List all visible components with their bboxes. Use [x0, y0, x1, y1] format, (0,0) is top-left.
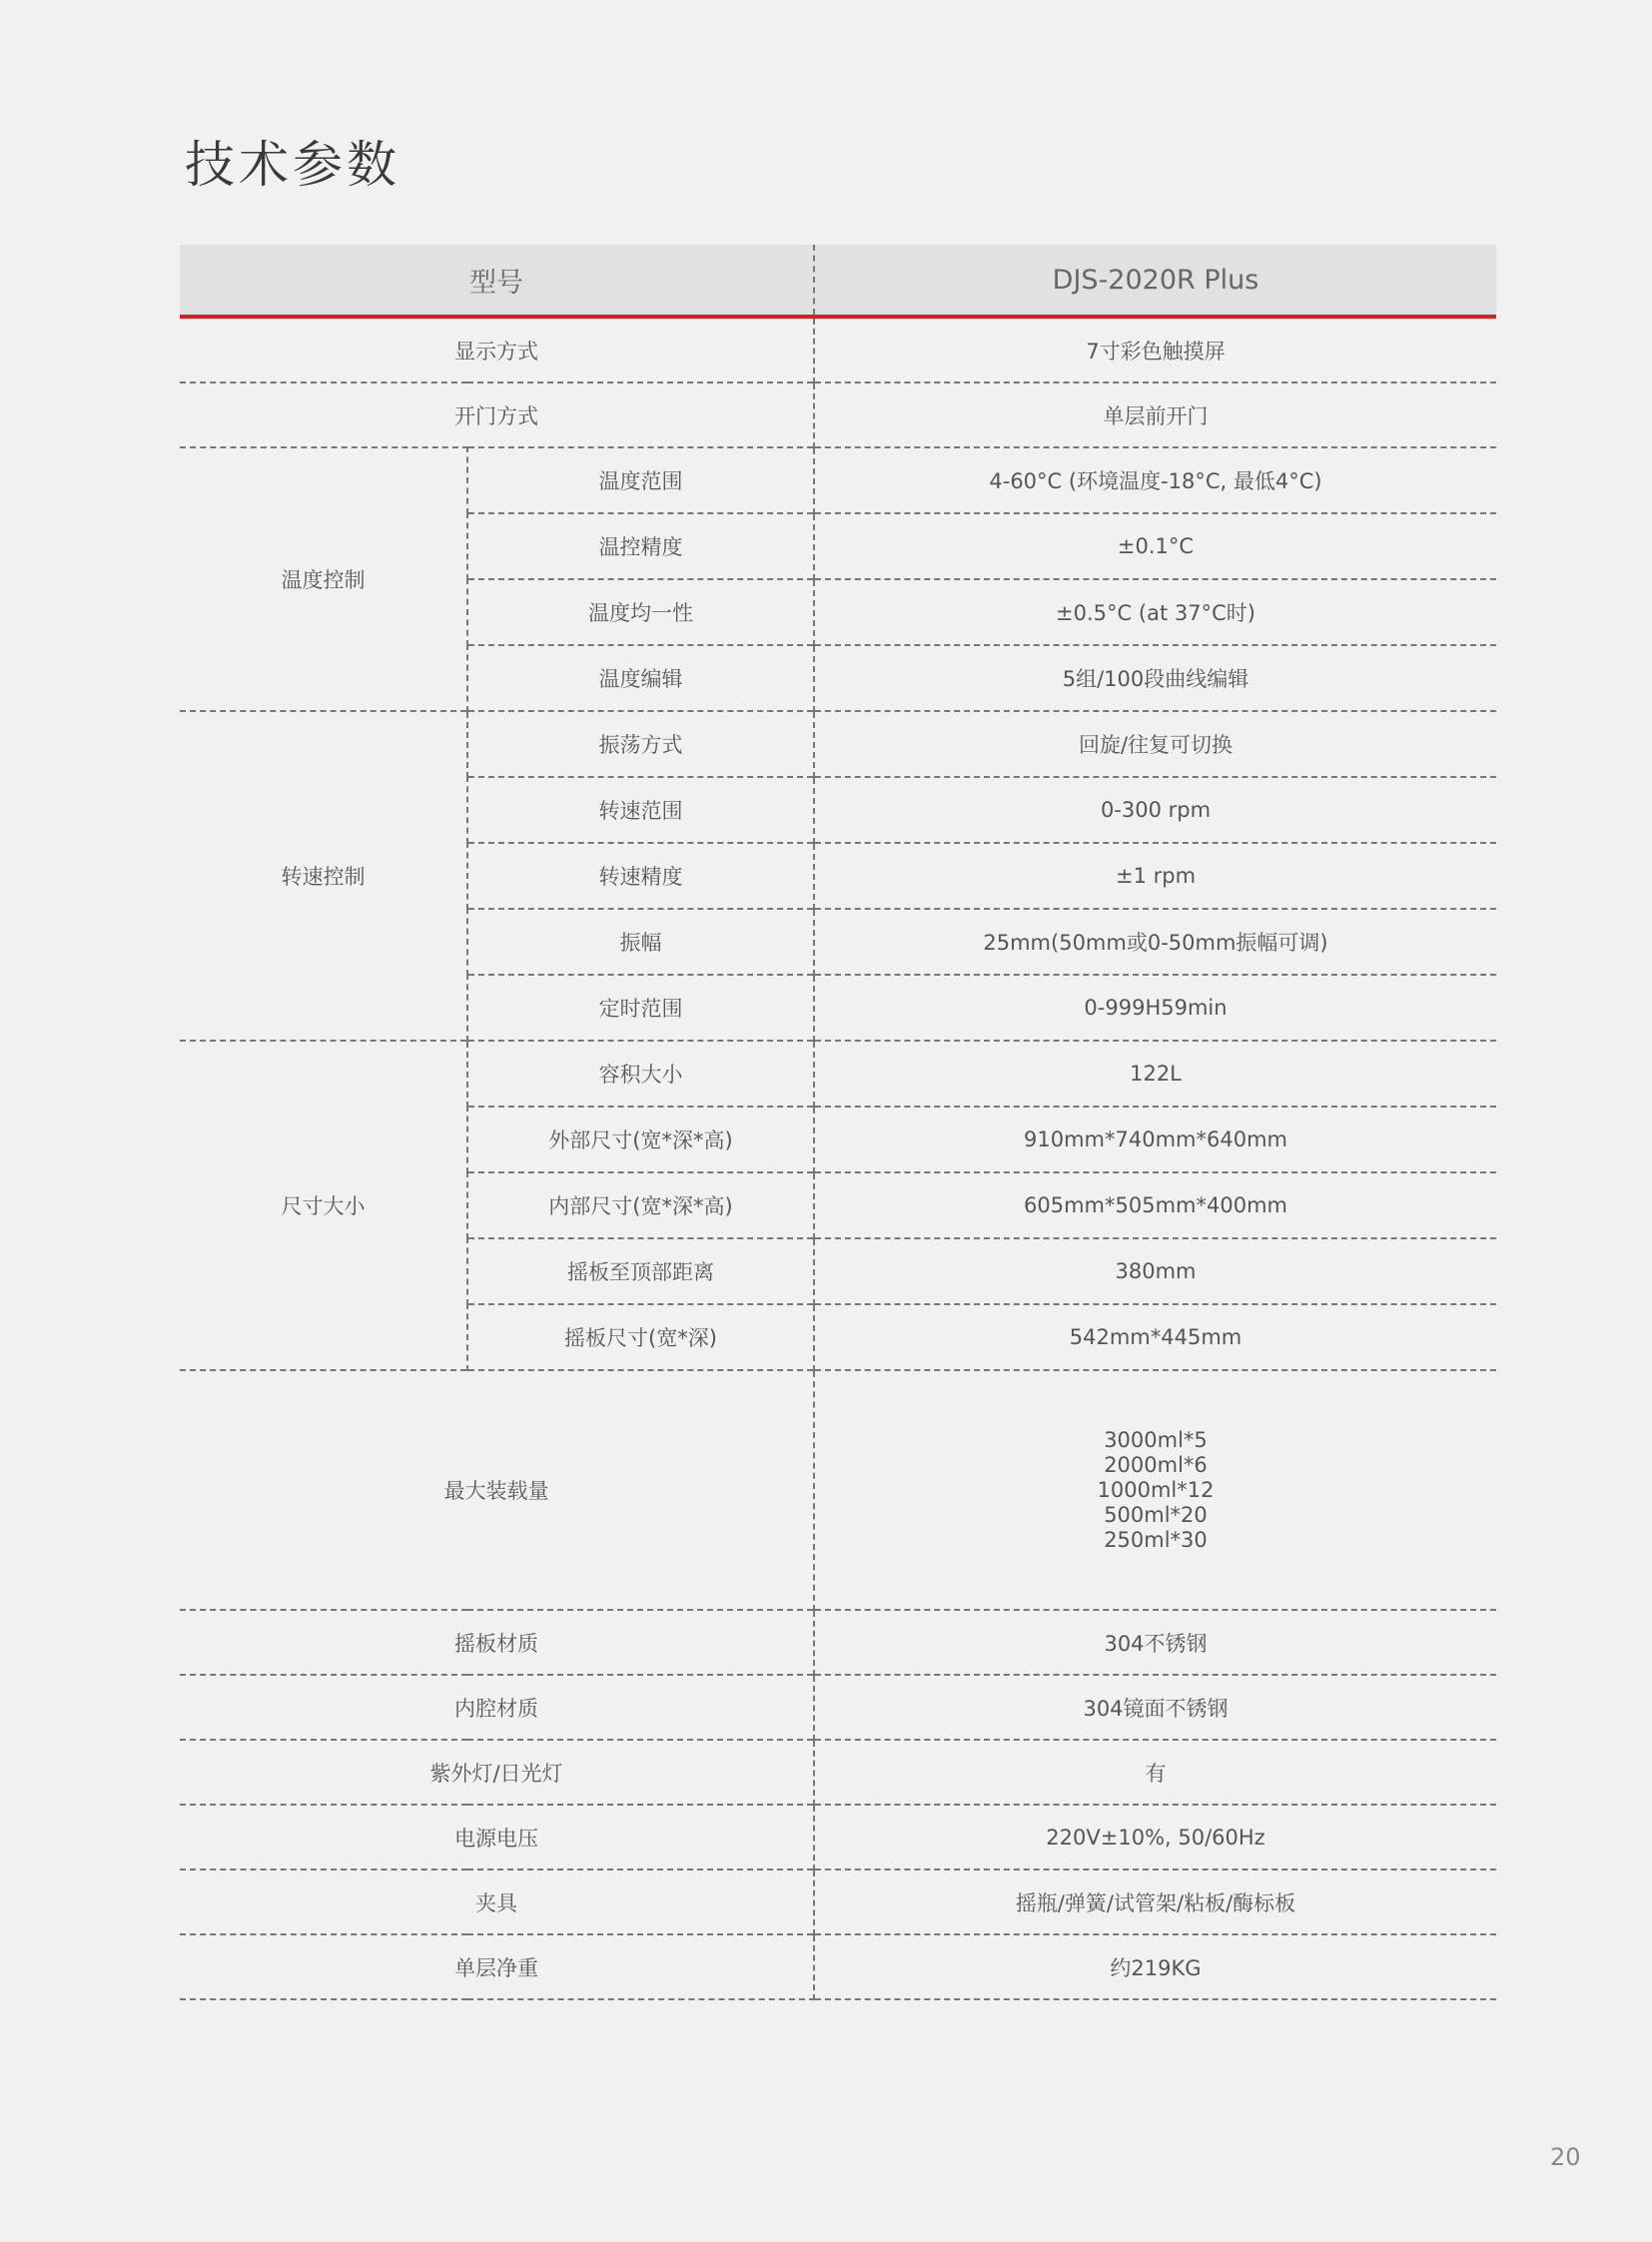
row-value: 304镜面不锈钢: [814, 1675, 1496, 1740]
group-label: 尺寸大小: [180, 1041, 467, 1370]
row-value: 0-999H59min: [814, 975, 1496, 1041]
sub-label: 内部尺寸(宽*深*高): [467, 1172, 814, 1238]
sub-label: 温度范围: [467, 447, 814, 513]
row-value: 4-60°C (环境温度-18°C, 最低4°C): [814, 447, 1496, 513]
row-value: 7寸彩色触摸屏: [814, 317, 1496, 382]
max-load-value: 2000ml*6: [1104, 1452, 1208, 1477]
spec-table: [180, 245, 1496, 2000]
table-row: [180, 1805, 1496, 1869]
row-label: 开门方式: [180, 382, 814, 447]
sub-label: 振幅: [467, 909, 814, 975]
row-value: 304不锈钢: [814, 1610, 1496, 1675]
table-row: [180, 1934, 1496, 1999]
row-value: ±0.5°C (at 37°C时): [814, 579, 1496, 645]
row-value: 542mm*445mm: [814, 1304, 1496, 1370]
table-row: [180, 1675, 1496, 1740]
table-row: [180, 1610, 1496, 1675]
row-label: 内腔材质: [180, 1675, 814, 1740]
table-row: [180, 317, 1496, 382]
row-value: 5组/100段曲线编辑: [814, 645, 1496, 711]
row-label: 夹具: [180, 1869, 814, 1934]
row-value: 380mm: [814, 1238, 1496, 1304]
row-value: 220V±10%, 50/60Hz: [814, 1805, 1496, 1869]
max-load-values: [814, 1370, 1496, 1610]
sub-label: 温控精度: [467, 513, 814, 579]
row-value: ±1 rpm: [814, 843, 1496, 909]
sub-label: 容积大小: [467, 1041, 814, 1107]
sub-label: 摇板至顶部距离: [467, 1238, 814, 1304]
row-value: 25mm(50mm或0-50mm振幅可调): [814, 909, 1496, 975]
sub-label: 转速范围: [467, 777, 814, 843]
table-row: [180, 1041, 1496, 1107]
row-value: 约219KG: [814, 1934, 1496, 1999]
table-row: [180, 1740, 1496, 1805]
table-row: [180, 382, 1496, 447]
sub-label: 振荡方式: [467, 711, 814, 777]
sub-label: 摇板尺寸(宽*深): [467, 1304, 814, 1370]
page-title: 技术参数: [185, 136, 401, 194]
row-value: 0-300 rpm: [814, 777, 1496, 843]
header-model: DJS-2020R Plus: [814, 245, 1496, 317]
row-label: 摇板材质: [180, 1610, 814, 1675]
sub-label: 转速精度: [467, 843, 814, 909]
sub-label: 温度均一性: [467, 579, 814, 645]
header-label: 型号: [180, 245, 814, 317]
max-load-value: 250ml*30: [1104, 1527, 1208, 1552]
table-row: [180, 711, 1496, 777]
max-load-value: 1000ml*12: [1097, 1477, 1215, 1502]
row-value: 回旋/往复可切换: [814, 711, 1496, 777]
row-value: 单层前开门: [814, 382, 1496, 447]
row-value: 605mm*505mm*400mm: [814, 1172, 1496, 1238]
sub-label: 定时范围: [467, 975, 814, 1041]
row-value: 122L: [814, 1041, 1496, 1107]
row-label: 单层净重: [180, 1934, 814, 1999]
group-label: 温度控制: [180, 447, 467, 711]
table-row: [180, 1869, 1496, 1934]
max-load-value: 3000ml*5: [1104, 1427, 1208, 1452]
row-label: 显示方式: [180, 317, 814, 382]
group-label: 转速控制: [180, 711, 467, 1041]
table-row: [180, 447, 1496, 513]
sub-label: 温度编辑: [467, 645, 814, 711]
page-number: 20: [1550, 2143, 1581, 2171]
row-value: 910mm*740mm*640mm: [814, 1107, 1496, 1172]
max-load-label: 最大装载量: [180, 1370, 814, 1610]
row-label: 电源电压: [180, 1805, 814, 1869]
table-row: [180, 1370, 1496, 1610]
row-label: 紫外灯/日光灯: [180, 1740, 814, 1805]
table-header-row: [180, 245, 1496, 317]
row-value: 摇瓶/弹簧/试管架/粘板/酶标板: [814, 1869, 1496, 1934]
max-load-value: 500ml*20: [1104, 1502, 1208, 1527]
row-value: ±0.1°C: [814, 513, 1496, 579]
sub-label: 外部尺寸(宽*深*高): [467, 1107, 814, 1172]
row-value: 有: [814, 1740, 1496, 1805]
